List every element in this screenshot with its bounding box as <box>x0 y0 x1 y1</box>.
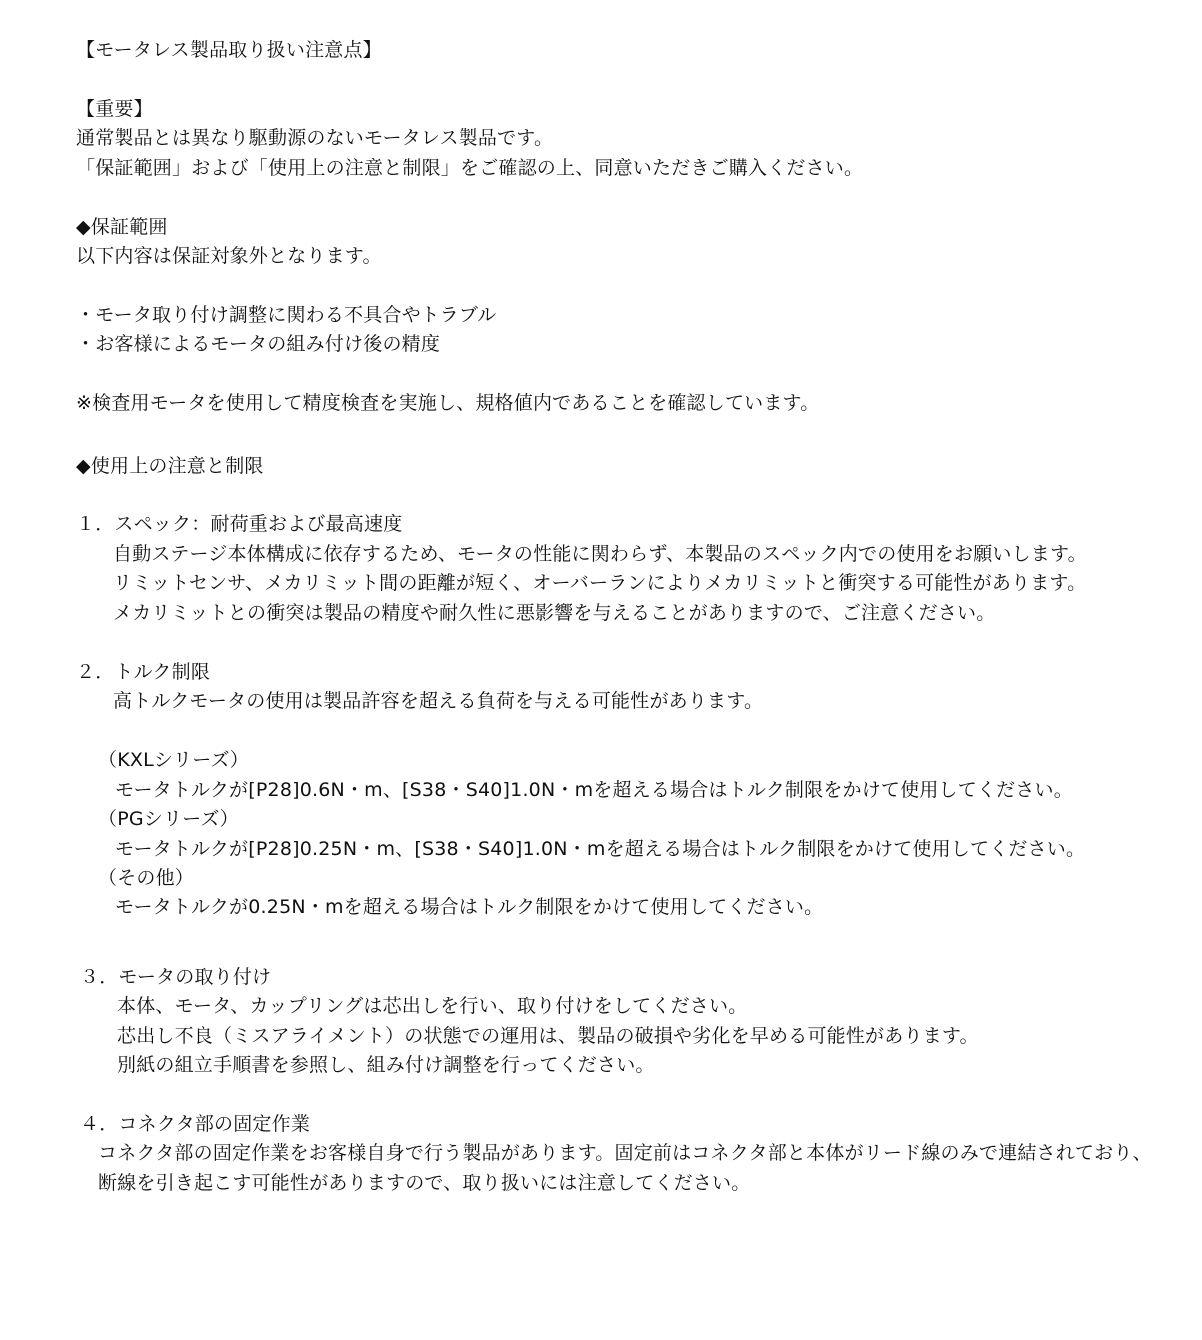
warranty-note: ※検査用モータを使用して精度検査を実施し、規格値内であることを確認しています。 <box>76 392 820 414</box>
section-line: 自動ステージ本体構成に依存するため、モータの性能に関わらず、本製品のスペック内での使用をお願いします。 <box>113 543 1087 565</box>
series-text-pg: モータトルクが[P28]0.25N・m、[S38・S40]1.0N・mを超える場合はトルク制限をかけて使用してください。 <box>115 838 1086 860</box>
section-heading-torque: ２．トルク制限 <box>76 661 211 683</box>
warranty-item: ・モータ取り付け調整に関わる不具合やトラブル <box>76 304 497 326</box>
section-line: 断線を引き起こす可能性がありますので、取り扱いには注意してください。 <box>98 1172 751 1194</box>
section-line: リミットセンサ、メカリミット間の距離が短く、オーバーランによりメカリミットと衝突する可能性があります。 <box>113 572 1087 594</box>
usage-heading: ◆使用上の注意と制限 <box>76 455 264 477</box>
warranty-heading: ◆保証範囲 <box>76 216 168 238</box>
series-text-kxl: モータトルクが[P28]0.6N・m、[S38・S40]1.0N・mを超える場合はトルク制限をかけて使用してください。 <box>115 779 1073 801</box>
section-line: 高トルクモータの使用は製品許容を超える負荷を与える可能性があります。 <box>113 690 764 712</box>
warranty-item: ・お客様によるモータの組み付け後の精度 <box>76 333 441 355</box>
series-text-other: モータトルクが0.25N・mを超える場合はトルク制限をかけて使用してください。 <box>115 896 824 918</box>
section-heading-connector: ４．コネクタ部の固定作業 <box>80 1113 311 1135</box>
section-line: コネクタ部の固定作業をお客様自身で行う製品があります。固定前はコネクタ部と本体がリード線のみで連結されており、 <box>98 1142 1152 1164</box>
document-title: 【モータレス製品取り扱い注意点】 <box>76 39 382 61</box>
section-line: メカリミットとの衝突は製品の精度や耐久性に悪影響を与えることがありますので、ご注意ください。 <box>113 602 996 624</box>
series-name-other: （その他） <box>98 867 195 889</box>
section-line: 芯出し不良（ミスアライメント）の状態での運用は、製品の破損や劣化を早める可能性があります。 <box>117 1025 979 1047</box>
section-heading-mounting: ３．モータの取り付け <box>80 966 272 988</box>
section-heading-spec: １．スペック：耐荷重および最高速度 <box>76 513 403 535</box>
warranty-intro: 以下内容は保証対象外となります。 <box>76 245 382 267</box>
important-line: 「保証範囲」および「使用上の注意と制限」をご確認の上、同意いただきご購入ください。 <box>76 157 864 179</box>
section-line: 本体、モータ、カップリングは芯出しを行い、取り付けをしてください。 <box>117 995 748 1017</box>
important-line: 通常製品とは異なり駆動源のないモータレス製品です。 <box>76 127 554 149</box>
series-name-pg: （PGシリーズ） <box>98 808 239 830</box>
important-heading: 【重要】 <box>76 98 153 120</box>
section-line: 別紙の組立手順書を参照し、組み付け調整を行ってください。 <box>117 1054 655 1076</box>
series-name-kxl: （KXLシリーズ） <box>98 749 249 771</box>
